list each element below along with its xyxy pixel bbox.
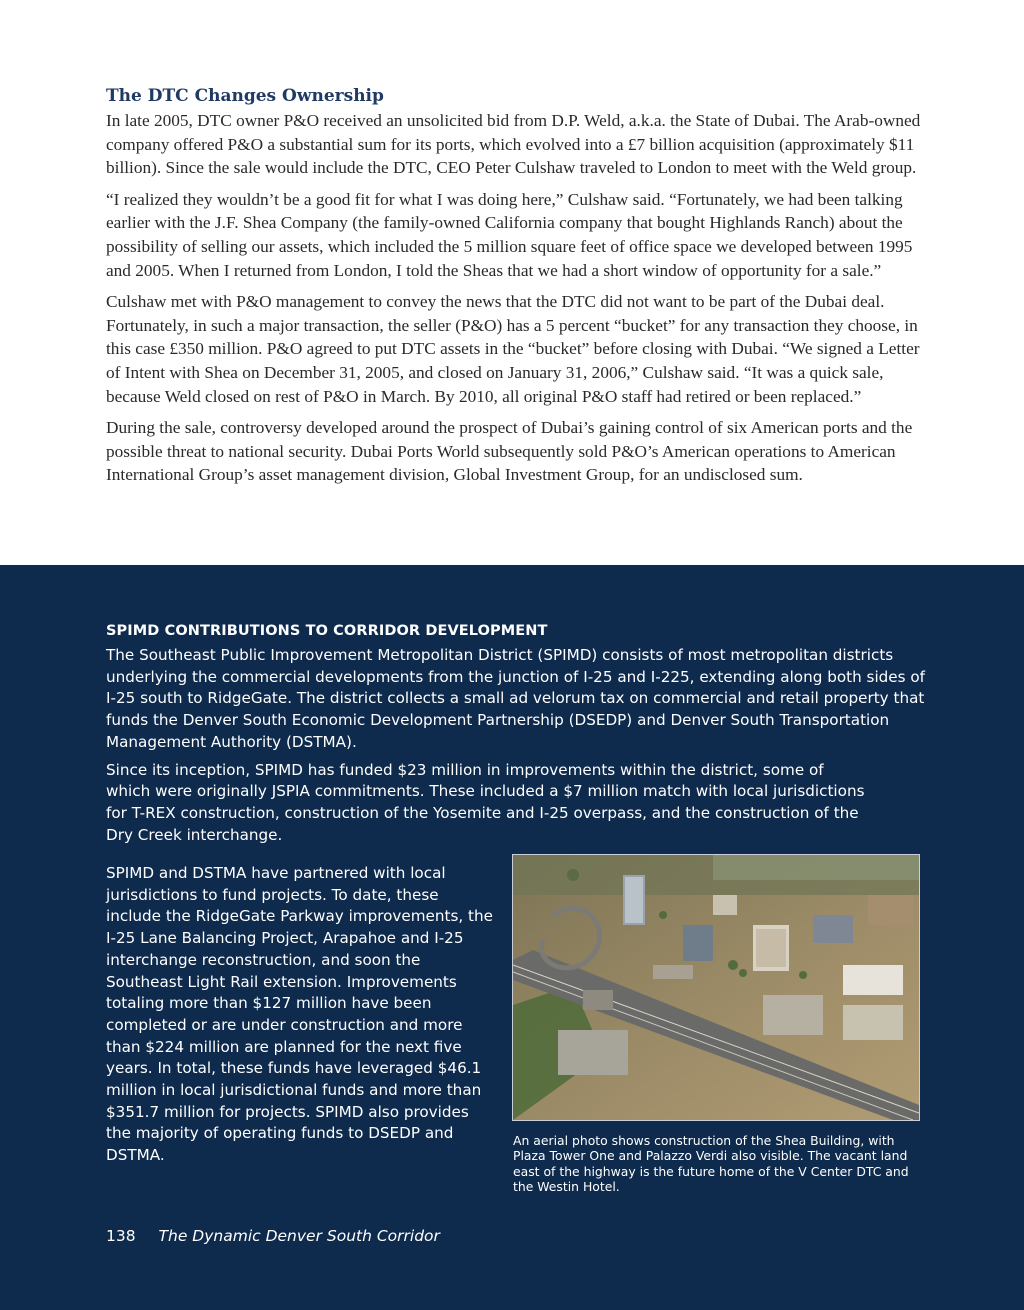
sidebar-body: [106, 623, 926, 852]
article-section: [0, 0, 1024, 565]
aerial-photo-illustration: [513, 855, 919, 1120]
sidebar-panel: [0, 565, 1024, 1310]
page-footer: [106, 1227, 440, 1245]
sidebar-paragraph: Since its inception, SPIMD has funded $23 million in improvements within the district, some of which were originally JSPIA commitments. These included a $7 million match with local jurisdictions for T-REX construction, construction of the Yosemite and I-25 overpass, and the construction of the Dry Creek interchange.: [106, 760, 865, 844]
article-paragraph: In late 2005, DTC owner P&O received an unsolicited bid from D.P. Weld, a.k.a. the State of Dubai. The Arab-owned company offered P&O a substantial sum for its ports, which evolved into a £7 billion acquisition (approximately $11 billion). Since the sale would include the DTC, CEO Peter Culshaw traveled to London to meet with the Weld group.: [106, 111, 921, 178]
publication-title: The Dynamic Denver South Corridor: [158, 1227, 440, 1245]
sidebar-paragraph: SPIMD and DSTMA have partnered with local jurisdictions to fund projects. To date, these include the RidgeGate Parkway improvements, the I-25 Lane Balancing Project, Arapahoe and I-25 interchange reconstruction, and soon the Southeast Light Rail extension. Improvements totaling more than $127 million have been completed or are under construction and more than $224 million are planned for the next five years. In total, these funds have leveraged $46.1 million in local jurisdictional funds and more than $351.7 million for projects. SPIMD also provides the majority of operating funds to DSEDP and DSTMA.: [106, 864, 493, 1165]
sidebar-left-column: [106, 863, 498, 1173]
article-paragraph: During the sale, controversy developed around the prospect of Dubai’s gaining control of six American ports and the possible threat to national security. Dubai Ports World subsequently sold P&O’s American operations to American International Group’s asset management division, Global Investment Group, for an undisclosed sum.: [106, 418, 913, 485]
aerial-photo: [512, 854, 920, 1121]
sidebar-heading: SPIMD CONTRIBUTIONS TO CORRIDOR DEVELOPMENT: [106, 623, 548, 639]
article-paragraph: Culshaw met with P&O management to convey the news that the DTC did not want to be part of the Dubai deal. Fortunately, in such a major transaction, the seller (P&O) has a 5 percent “bucket” for any transaction they choose, in this case £350 million. P&O agreed to put DTC assets in the “bucket” before closing with Dubai. “We signed a Letter of Intent with Shea on December 31, 2005, and closed on January 31, 2006,” Culshaw said. “It was a quick sale, because Weld closed on rest of P&O in March. By 2010, all original P&O staff had retired or been replaced.”: [106, 292, 920, 406]
article-body: [106, 86, 926, 495]
page-number: 138: [106, 1227, 136, 1245]
article-heading: The DTC Changes Ownership: [106, 86, 384, 106]
photo-caption: An aerial photo shows construction of the Shea Building, with Plaza Tower One and Palazzo Verdi also visible. The vacant land east of the highway is the future home of the V Center DTC and the Westin Hotel.: [513, 1133, 909, 1194]
article-paragraph: “I realized they wouldn’t be a good fit for what I was doing here,” Culshaw said. “Fortunately, we had been talking earlier with the J.F. Shea Company (the family-owned California company that bought Highlands Ranch) about the possibility of selling our assets, which included the 5 million square feet of office space we developed between 1995 and 2005. When I returned from London, I told the Sheas that we had a short window of opportunity for a sale.”: [106, 189, 913, 280]
sidebar-paragraph: The Southeast Public Improvement Metropolitan District (SPIMD) consists of most metropolitan districts underlying the commercial developments from the junction of I-25 and I-225, extending along both sides of I-25 south to RidgeGate. The district collects a small ad velorum tax on commercial and retail property that funds the Denver South Economic Development Partnership (DSEDP) and Denver South Transportation Management Authority (DSTMA).: [106, 646, 926, 751]
